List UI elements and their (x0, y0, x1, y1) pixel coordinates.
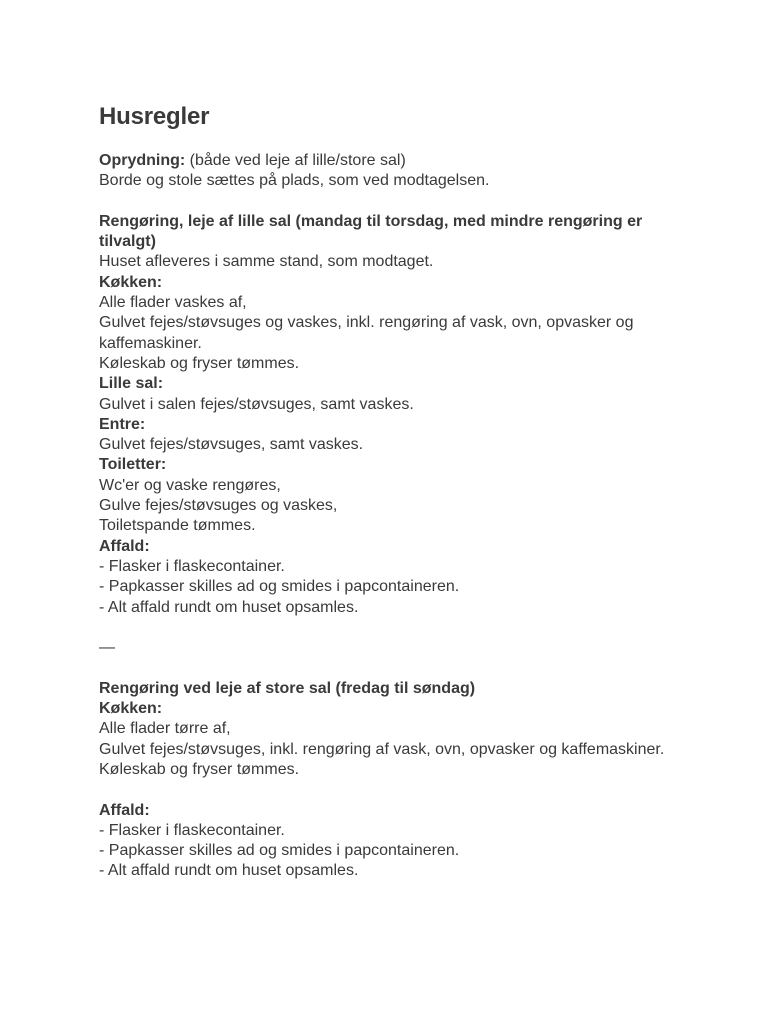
oprydning-line (99, 151, 672, 171)
store-sal-heading: Rengøring ved leje af store sal (fredag til søndag) (99, 679, 476, 697)
store-kokken-line: Alle flader tørre af, (99, 720, 231, 738)
lille-kokken-label: Køkken: (99, 273, 163, 291)
spacer (99, 618, 672, 638)
lille-sal-intro: Huset afleveres i samme stand, som modtaget. (99, 253, 434, 271)
toiletter-label: Toiletter: (99, 456, 167, 474)
toiletter-line: Toiletspande tømmes. (99, 517, 256, 535)
toiletter-line: Wc'er og vaske rengøres, (99, 476, 281, 494)
store-kokken-line: Gulvet fejes/støvsuges, inkl. rengøring af vask, ovn, opvasker og kaffemaskiner. (99, 740, 665, 758)
oprydning-text: Borde og stole sættes på plads, som ved modtagelsen. (99, 172, 490, 190)
entre-label: Entre: (99, 415, 146, 433)
spacer (99, 658, 672, 678)
store-kokken-line: Køleskab og fryser tømmes. (99, 760, 300, 778)
lille-affald-label: Affald: (99, 537, 150, 555)
lille-kokken-line: Alle flader vaskes af, (99, 294, 247, 312)
store-affald-label: Affald: (99, 801, 150, 819)
lille-sal-label: Lille sal: (99, 375, 164, 393)
lille-sal-heading: Rengøring, leje af lille sal (mandag til torsdag, med mindre rengøring er tilvalgt) (99, 212, 643, 251)
section-separator: — (99, 639, 115, 657)
lille-affald-line: - Papkasser skilles ad og smides i papcontaineren. (99, 578, 460, 596)
oprydning-label: Oprydning: (99, 152, 186, 169)
lille-affald-line: - Flasker i flaskecontainer. (99, 557, 285, 575)
store-affald-line: - Papkasser skilles ad og smides i papcontaineren. (99, 842, 460, 860)
spacer (99, 780, 672, 800)
lille-kokken-line: Gulvet fejes/støvsuges og vaskes, inkl. rengøring af vask, ovn, opvasker og kaffemaskiner. (99, 314, 634, 352)
lille-kokken-line: Køleskab og fryser tømmes. (99, 354, 300, 372)
oprydning-note: (både ved leje af lille/store sal) (185, 152, 406, 169)
store-kokken-label: Køkken: (99, 700, 163, 718)
store-affald-line: - Alt affald rundt om huset opsamles. (99, 862, 359, 880)
entre-line: Gulvet fejes/støvsuges, samt vaskes. (99, 436, 364, 454)
spacer (99, 192, 672, 212)
store-affald-line: - Flasker i flaskecontainer. (99, 821, 285, 839)
toiletter-line: Gulve fejes/støvsuges og vaskes, (99, 497, 338, 515)
page-title: Husregler (99, 103, 210, 130)
lille-affald-line: - Alt affald rundt om huset opsamles. (99, 598, 359, 616)
lille-sal-line: Gulvet i salen fejes/støvsuges, samt vaskes. (99, 395, 414, 413)
